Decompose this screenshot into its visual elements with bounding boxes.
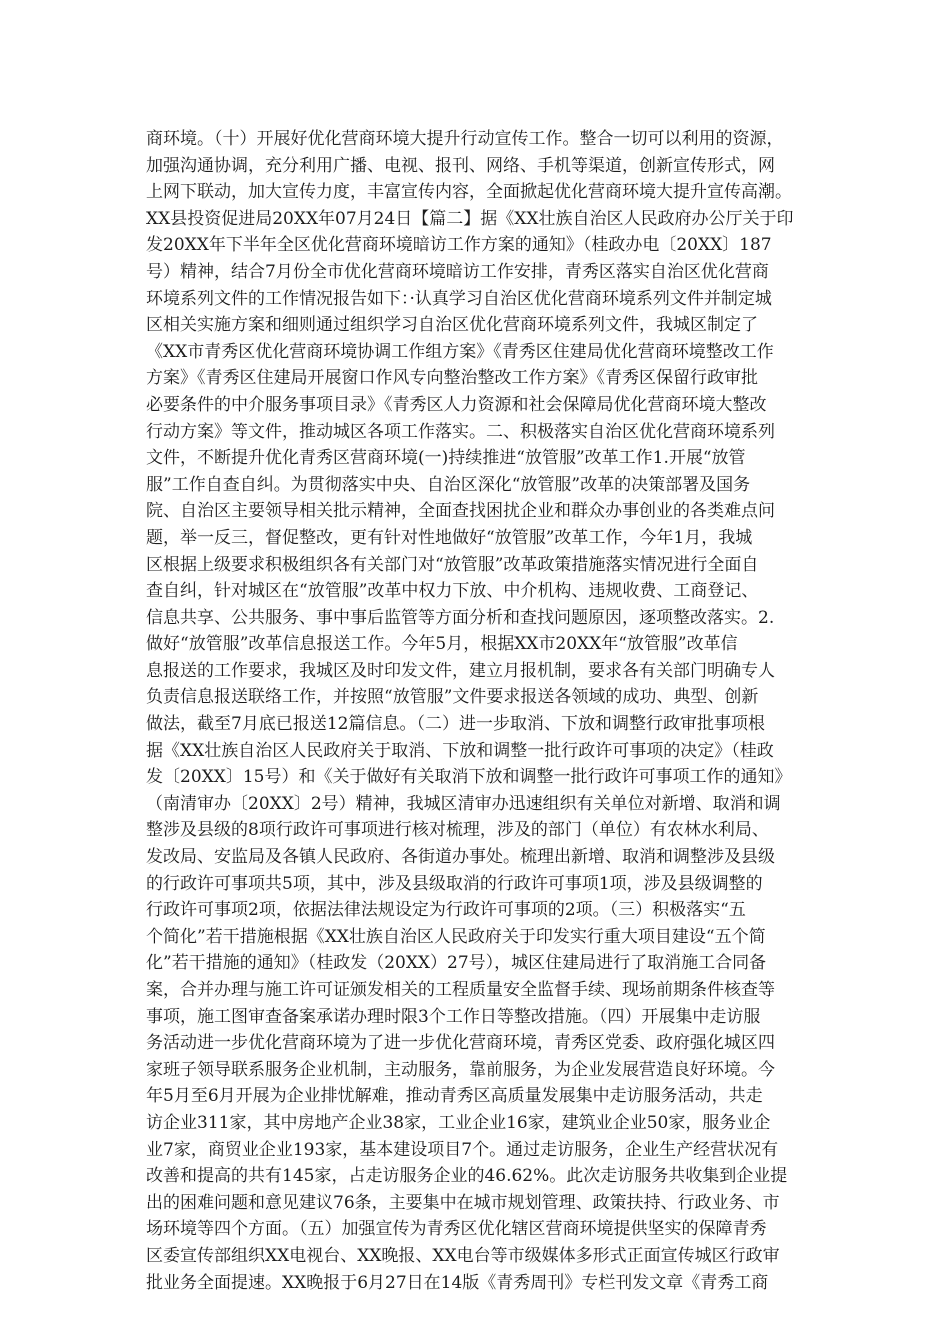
body-text-line: 方案》《青秀区住建局开展窗口作风专向整治整改工作方案》《青秀区保留行政审批 [146, 368, 758, 389]
body-text-line: XX县投资促进局20XX年07月24日【篇二】据《XX壮族自治区人民政府办公厅关于印 [146, 208, 794, 229]
body-text-line: 行政许可事项2项，依据法律法规设定为行政许可事项的2项。（三）积极落实“五 [146, 900, 746, 921]
body-text-line: 服”工作自查自纠。为贯彻落实中央、自治区深化“放管服”改革的决策部署及国务 [146, 474, 751, 495]
body-text-line: 改善和提高的共有145家，占走访服务企业的46.62%。此次走访服务共收集到企业提 [146, 1166, 788, 1187]
body-text-line: 业7家，商贸业企业193家，基本建设项目7个。通过走访服务，企业生产经营状况有 [146, 1139, 779, 1160]
body-text-line: 文件，不断提升优化青秀区营商环境(一)持续推进“放管服”改革工作1.开展“放管 [146, 448, 746, 469]
body-text-line: 上网下联动，加大宣传力度，丰富宣传内容，全面掀起优化营商环境大提升宣传高潮。 [146, 182, 792, 203]
body-text-line: 化”若干措施的通知》（桂政发（20XX）27号），城区住建局进行了取消施工合同备 [146, 953, 767, 974]
body-text-line: 题，举一反三，督促整改，更有针对性地做好“放管服”改革工作，今年1月，我城 [146, 527, 753, 548]
body-text-line: 必要条件的中介服务事项目录》《青秀区人力资源和社会保障局优化营商环境大整改 [146, 394, 767, 415]
document-body-text [146, 126, 808, 1296]
body-text-line: 发20XX年下半年全区优化营商环境暗访工作方案的通知》（桂政办电〔20XX〕187 [146, 235, 772, 256]
body-text-line: 环境系列文件的工作情况报告如下：·认真学习自治区优化营商环境系列文件并制定城 [146, 288, 772, 309]
body-text-line: 发〔20XX〕15号）和《关于做好有关取消下放和调整一批行政许可事项工作的通知》 [146, 767, 792, 788]
body-text-line: 做好“放管服”改革信息报送工作。今年5月，根据XX市20XX年“放管服”改革信 [146, 634, 738, 655]
body-text-line: 案，合并办理与施工许可证颁发相关的工程质量安全监督手续、现场前期条件核查等 [146, 980, 775, 1000]
body-text-line: 据《XX壮族自治区人民政府关于取消、下放和调整一批行政许可事项的决定》（桂政 [146, 740, 774, 761]
body-text-line: 批业务全面提速。XX晚报于6月27日在14版《青秀周刊》专栏刊发文章《青秀工商 [146, 1272, 769, 1293]
body-text-line: 场环境等四个方面。（五）加强宣传为青秀区优化辖区营商环境提供坚实的保障青秀 [146, 1219, 767, 1240]
body-text-line: 出的困难问题和意见建议76条，主要集中在城市规划管理、政策扶持、行政业务、市 [146, 1192, 780, 1213]
body-text-line: 年5月至6月开展为企业排忧解难，推动青秀区高质量发展集中走访服务活动，共走 [146, 1086, 763, 1107]
body-text-line: 行动方案》等文件，推动城区各项工作落实。二、积极落实自治区优化营商环境系列 [146, 421, 775, 442]
body-text-line: 息报送的工作要求，我城区及时印发文件，建立月报机制，要求各有关部门明确专人 [146, 660, 775, 681]
body-text-line: 信息共享、公共服务、事中事后监管等方面分析和查找问题原因，逐项整改落实。2. [146, 607, 775, 628]
body-text-line: 务活动进一步优化营商环境为了进一步优化营商环境，青秀区党委、政府强化城区四 [146, 1033, 775, 1054]
body-text-line: 区相关实施方案和细则通过组织学习自治区优化营商环境系列文件，我城区制定了 [146, 315, 758, 336]
body-text-line: 查自纠，针对城区在“放管服”改革中权力下放、中介机构、违规收费、工商登记、 [146, 581, 759, 602]
body-text-line: （南清审办〔20XX〕2号）精神，我城区清审办迅速组织有关单位对新增、取消和调 [146, 793, 781, 814]
body-text-line: 《XX市青秀区优化营商环境协调工作组方案》《青秀区住建局优化营商环境整改工作 [146, 341, 774, 362]
body-text-line: 个简化”若干措施根据《XX壮族自治区人民政府关于印发实行重大项目建设“五个简 [146, 926, 766, 947]
body-text-line: 的行政许可事项共5项，其中，涉及县级取消的行政许可事项1项，涉及县级调整的 [146, 873, 763, 894]
body-text-line: 号）精神，结合7月份全市优化营商环境暗访工作安排，青秀区落实自治区优化营商 [146, 261, 769, 282]
body-text-line: 加强沟通协调，充分利用广播、电视、报刊、网络、手机等渠道，创新宣传形式，网 [146, 155, 775, 176]
body-text-line: 访企业311家，其中房地产企业38家，工业企业16家，建筑业企业50家，服务业企 [146, 1112, 771, 1133]
body-text-line: 院、自治区主要领导相关批示精神，全面查找困扰企业和群众办事创业的各类难点问 [146, 501, 775, 522]
body-text-line: 区根据上级要求积极组织各有关部门对“放管服”改革政策措施落实情况进行全面自 [146, 554, 759, 575]
body-text-line: 发改局、安监局及各镇人民政府、各街道办事处。梳理出新增、取消和调整涉及县级 [146, 847, 775, 868]
body-text-line: 负责信息报送联络工作，并按照“放管服”文件要求报送各领域的成功、典型、创新 [146, 687, 759, 708]
body-text-line: 家班子领导联系服务企业机制，主动服务，靠前服务，为企业发展营造良好环境。今 [146, 1059, 775, 1080]
body-text-line: 区委宣传部组织XX电视台、XX晚报、XX电台等市级媒体多形式正面宣传城区行政审 [146, 1245, 780, 1266]
body-text-line: 商环境。（十）开展好优化营商环境大提升行动宣传工作。整合一切可以利用的资源， [146, 129, 784, 149]
body-text-line: 事项，施工图审查备案承诺办理时限3个工作日等整改措施。（四）开展集中走访服 [146, 1006, 761, 1027]
body-text-line: 做法，截至7月底已报送12篇信息。（二）进一步取消、下放和调整行政审批事项根 [146, 714, 765, 735]
body-text-line: 整涉及县级的8项行政许可事项进行核对梳理，涉及的部门（单位）有农林水利局、 [146, 820, 769, 841]
